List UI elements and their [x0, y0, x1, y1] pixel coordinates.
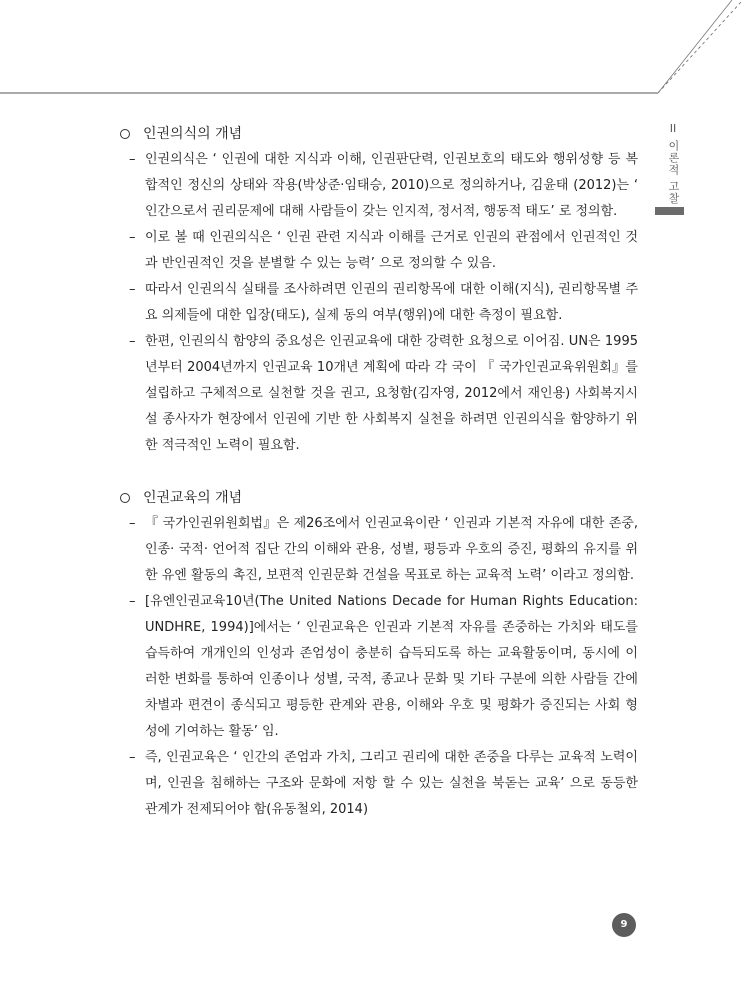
list-item: [118, 745, 638, 823]
list-item-text: 한편, 인권의식 함양의 중요성은 인권교육에 대한 강력한 요청으로 이어짐. UN은 1995년부터 2004년까지 인권교육 10개년 계획에 따라 각 국이 『 국가인권교육위원회』를 설립하고 구체적으로 실천할 것을 권고, 요청함(김자영, 2012에서 재인용) 사회복지시설 종사자가 현장에서 인권에 기반 한 사회복지 실천을 하려면 인권의식을 함양하기 위한 적극적인 노력이 필요함.: [145, 334, 638, 453]
chapter-side-tab: [661, 122, 685, 205]
section-spacer: [118, 459, 638, 485]
list-item: [118, 225, 638, 277]
chapter-label: 이론적 고찰: [667, 140, 680, 205]
dash-bullet-icon: –: [129, 750, 136, 765]
dash-bullet-icon: –: [129, 152, 136, 167]
circle-bullet-icon: [120, 493, 130, 503]
chapter-marker-bar: [655, 207, 684, 215]
section-title: 인권의식의 개념: [143, 126, 243, 142]
section-title: 인권교육의 개념: [143, 490, 243, 506]
section-heading: [118, 121, 638, 147]
header-rule-graphic: [0, 0, 741, 100]
circle-bullet-icon: [120, 129, 130, 139]
dash-bullet-icon: –: [129, 334, 136, 349]
page-number-badge: 9: [612, 913, 636, 937]
list-item: [118, 511, 638, 589]
section-human-rights-education: [118, 485, 638, 823]
list-item-text: 따라서 인권의식 실태를 조사하려면 인권의 권리항목에 대한 이해(지식), 권리항목별 주요 의제들에 대한 입장(태도), 실제 동의 여부(행위)에 대한 측정이 필요함.: [145, 282, 638, 323]
list-item: [118, 277, 638, 329]
list-item-text: 인권의식은 ‘ 인권에 대한 지식과 이해, 인권판단력, 인권보호의 태도와 행위성향 등 복합적인 정신의 상태와 작용(박상준·임태승, 2010)으로 정의하거나, 김윤태 (2012)는 ‘ 인간으로서 권리문제에 대해 사람들이 갖는 인지적, 정서적, 행동적 태도’ 로 정의함.: [145, 152, 638, 219]
list-item: [118, 147, 638, 225]
page-body: [118, 121, 638, 823]
bullet-list: [118, 147, 638, 459]
bullet-list: [118, 511, 638, 823]
list-item-text: [유엔인권교육10년(The United Nations Decade for Human Rights Education: UNDHRE, 1994)]에서는 ‘ 인권교육은 인권과 기본적 자유를 존중하는 가치와 태도를 습득하여 개개인의 인성과 존엄성이 충분히 습득되도록 하는 교육활동이며, 동시에 이러한 변화를 통하여 인종이나 성별, 국적, 종교나 문화 및 기타 구분에 의한 사람들 간에 차별과 편견이 종식되고 평등한 관계와 관용, 이해와 우호 및 평화가 증진되는 사회 형성에 기여하는 활동’ 임.: [145, 594, 638, 739]
list-item-text: 즉, 인권교육은 ‘ 인간의 존엄과 가치, 그리고 권리에 대한 존중을 다루는 교육적 노력이며, 인권을 침해하는 구조와 문화에 저항 할 수 있는 실천을 북돋는 교육’ 으로 동등한 관계가 전제되어야 함(유동철외, 2014): [145, 750, 638, 817]
list-item: [118, 589, 638, 745]
section-human-rights-awareness: [118, 121, 638, 459]
list-item-text: 『 국가인권위원회법』은 제26조에서 인권교육이란 ‘ 인권과 기본적 자유에 대한 존중, 인종· 국적· 언어적 집단 간의 이해와 관용, 성별, 평등과 우호의 증진, 평화의 유지를 위한 유엔 활동의 촉진, 보편적 인권문화 건설을 목표로 하는 교육적 노력’ 이라고 정의함.: [145, 516, 638, 583]
dash-bullet-icon: –: [129, 282, 136, 297]
section-heading: [118, 485, 638, 511]
list-item: [118, 329, 638, 459]
dash-bullet-icon: –: [129, 230, 136, 245]
list-item-text: 이로 볼 때 인권의식은 ‘ 인권 관련 지식과 이해를 근거로 인권의 관점에서 인권적인 것과 반인권적인 것을 분별할 수 있는 능력’ 으로 정의할 수 있음.: [145, 230, 638, 271]
chapter-number: II: [669, 122, 677, 135]
dash-bullet-icon: –: [129, 594, 136, 609]
dash-bullet-icon: –: [129, 516, 136, 531]
